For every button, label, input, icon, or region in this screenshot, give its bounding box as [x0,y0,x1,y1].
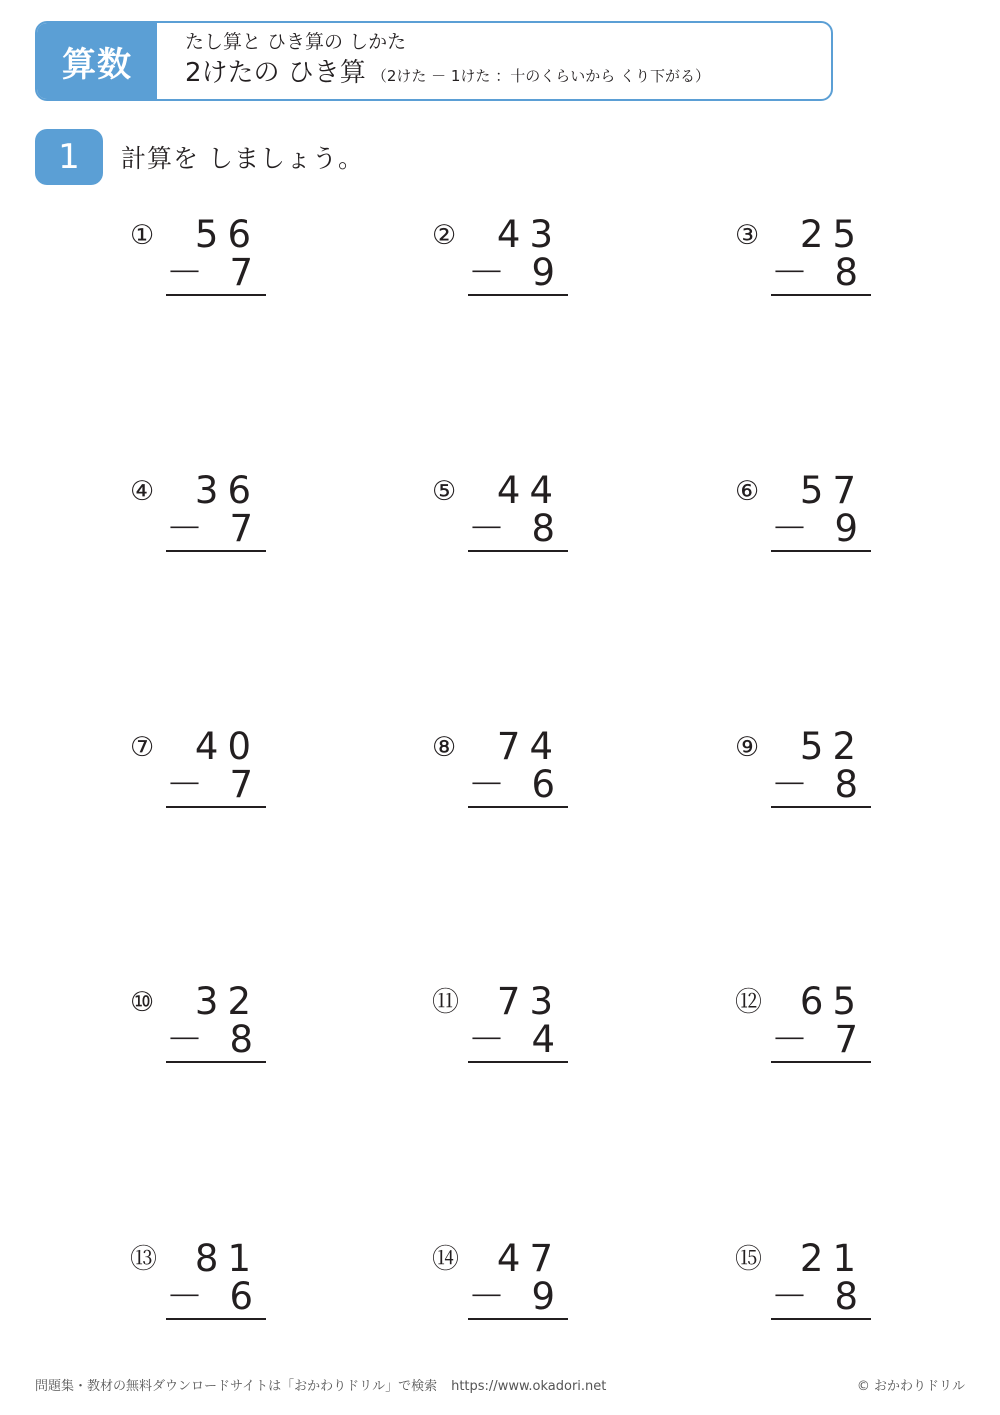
footer-text: 問題集・教材の無料ダウンロードサイトは「おかわりドリル」で検索 [35,1379,438,1394]
answer-line [468,294,568,296]
worksheet-title-line [185,55,821,94]
minus-sign: － [166,1018,203,1061]
problem-number: ② [432,220,457,251]
minus-sign: － [166,251,203,294]
problem-number: ① [130,220,155,251]
problem-item [735,471,895,581]
subtrahend: 7 [229,763,253,806]
answer-line [166,1061,266,1063]
minus-sign: － [468,1275,505,1318]
answer-line [771,550,871,552]
problem-item [432,1239,592,1349]
subtrahend: 8 [834,251,858,294]
subtrahend: 9 [531,251,555,294]
problem-item [130,1239,290,1349]
minuend: 32 [194,980,260,1023]
section-instruction: 計算を しましょう。 [121,144,364,173]
problem-item [130,215,290,325]
minuend: 52 [799,725,865,768]
problem-item [432,727,592,837]
minuend: 56 [194,213,260,256]
minuend: 25 [799,213,865,256]
problem-item [735,982,895,1092]
answer-line [771,1318,871,1320]
answer-line [166,550,266,552]
answer-line [468,550,568,552]
subtrahend: 6 [531,763,555,806]
worksheet-title-note: （2けた － 1けた ：十のくらいから くり下がる） [371,67,710,85]
problem-number: ⑫ [735,987,762,1018]
answer-line [166,806,266,808]
minuend: 73 [496,980,562,1023]
problem-number: ⑤ [432,476,457,507]
minuend: 43 [496,213,562,256]
problem-item [735,215,895,325]
problem-number: ⑨ [735,732,760,763]
problem-number: ⑥ [735,476,760,507]
answer-line [468,1061,568,1063]
problem-item [735,1239,895,1349]
problem-item [432,471,592,581]
minuend: 44 [496,469,562,512]
minuend: 65 [799,980,865,1023]
problem-item [130,982,290,1092]
answer-line [771,806,871,808]
minus-sign: － [468,251,505,294]
problem-number: ⑧ [432,732,457,763]
answer-line [468,1318,568,1320]
problem-number: ④ [130,476,155,507]
subject-badge: 算数 [37,23,157,99]
subtrahend: 9 [834,507,858,550]
minuend: 74 [496,725,562,768]
footer-url[interactable]: https://www.okadori.net [451,1379,607,1394]
subtrahend: 7 [229,507,253,550]
subtrahend: 9 [531,1275,555,1318]
problem-number: ⑦ [130,732,155,763]
subtrahend: 8 [834,1275,858,1318]
subtrahend: 7 [834,1018,858,1061]
problem-number: ⑬ [130,1244,157,1275]
problem-item [432,982,592,1092]
problem-item [432,215,592,325]
problem-number: ⑩ [130,987,155,1018]
minus-sign: － [468,507,505,550]
worksheet-header [35,21,833,101]
answer-line [771,1061,871,1063]
worksheet-subtitle: たし算と ひき算の しかた [185,31,407,53]
minuend: 40 [194,725,260,768]
problem-number: ⑭ [432,1244,459,1275]
section-number-badge: 1 [35,129,103,185]
minuend: 57 [799,469,865,512]
minus-sign: － [468,763,505,806]
answer-line [166,294,266,296]
answer-line [166,1318,266,1320]
minus-sign: － [166,1275,203,1318]
minuend: 36 [194,469,260,512]
problem-item [130,471,290,581]
problem-item [735,727,895,837]
problem-number: ③ [735,220,760,251]
subtrahend: 7 [229,251,253,294]
answer-line [468,806,568,808]
minuend: 21 [799,1237,865,1280]
subtrahend: 8 [531,507,555,550]
minuend: 47 [496,1237,562,1280]
minus-sign: － [771,1018,808,1061]
subtrahend: 8 [834,763,858,806]
minus-sign: － [771,1275,808,1318]
minus-sign: － [166,763,203,806]
minus-sign: － [468,1018,505,1061]
header-text [185,29,821,94]
section-heading [35,129,364,185]
problem-number: ⑪ [432,987,459,1018]
problem-item [130,727,290,837]
answer-line [771,294,871,296]
minuend: 81 [194,1237,260,1280]
footer-copyright: © おかわりドリル [856,1379,965,1394]
minus-sign: － [166,507,203,550]
footer-info [35,1375,606,1394]
minus-sign: － [771,507,808,550]
minus-sign: － [771,251,808,294]
worksheet-title: 2けたの ひき算 [185,58,366,88]
subtrahend: 8 [229,1018,253,1061]
subtrahend: 4 [531,1018,555,1061]
subtrahend: 6 [229,1275,253,1318]
minus-sign: － [771,763,808,806]
problem-number: ⑮ [735,1244,762,1275]
